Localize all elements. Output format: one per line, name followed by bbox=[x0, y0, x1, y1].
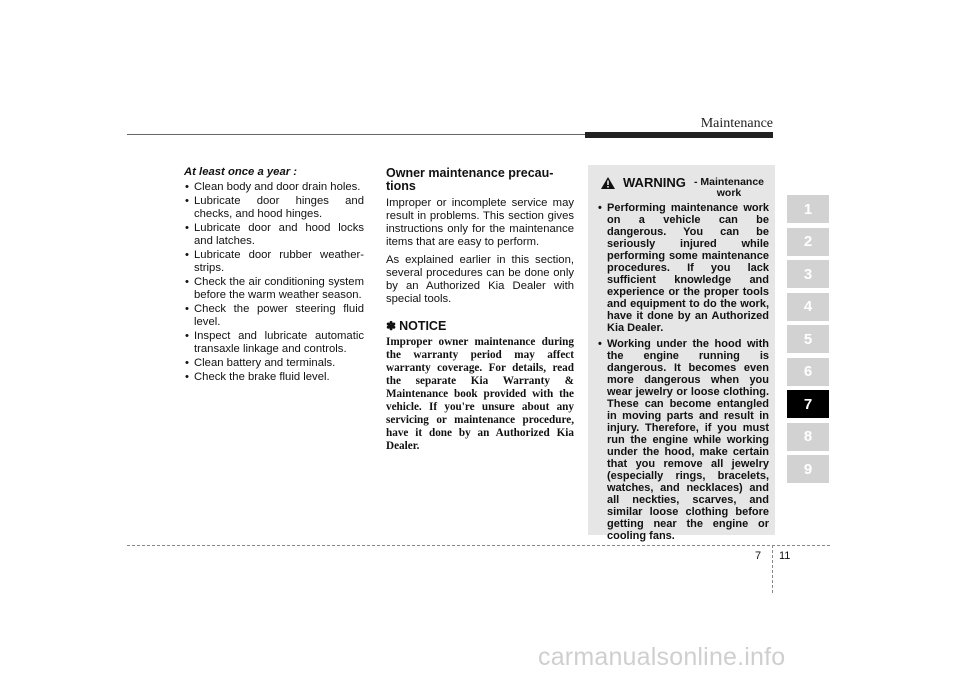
chapter-tab-5[interactable]: 5 bbox=[787, 325, 829, 353]
notice-label: NOTICE bbox=[399, 319, 447, 333]
list-item: • Lubricate door and hood locks and latches. bbox=[184, 222, 364, 248]
list-item: • Lubricate door hinges and checks, and hood hinges. bbox=[184, 195, 364, 221]
notice-text: Improper owner maintenance during the warranty period may affect warranty coverage. For details, read the separate Kia Warranty & Maintenance book provided with the vehicle. If you're unsure about any servicing or maintenance procedure, have it done by an Authorized Kia Dealer. bbox=[386, 336, 574, 452]
notice-heading bbox=[386, 320, 574, 333]
section-title: Maintenance bbox=[700, 116, 773, 131]
annual-checklist bbox=[184, 181, 364, 384]
list-item: • Clean battery and terminals. bbox=[184, 357, 364, 370]
chapter-tab-6[interactable]: 6 bbox=[787, 358, 829, 386]
chapter-tab-8[interactable]: 8 bbox=[787, 423, 829, 451]
list-item: • Check the power steering fluid level. bbox=[184, 303, 364, 329]
page-chapter-number: 7 bbox=[755, 550, 762, 562]
footer-divider bbox=[772, 545, 773, 593]
paragraph: As explained earlier in this section, several procedures can be done only by an Authorized Kia Dealer with special tools. bbox=[386, 254, 574, 305]
chapter-tab-4[interactable]: 4 bbox=[787, 293, 829, 321]
annual-subheading: At least once a year : bbox=[184, 166, 298, 178]
precautions-heading: Owner maintenance precau-tions bbox=[386, 166, 554, 193]
list-item: • Performing maintenance work on a vehicle can be dangerous. You can be seriously injured while performing some maintenance procedures. If you lack sufficient knowledge and experience or the proper tools and equipment to do the work, have it done by an Authorized Kia Dealer. bbox=[597, 202, 769, 334]
footer-rule bbox=[127, 545, 830, 546]
warning-title: WARNING bbox=[623, 175, 686, 190]
warning-subtitle: - Maintenance work bbox=[694, 176, 765, 199]
middle-column bbox=[386, 167, 574, 453]
list-item: • Lubricate door rubber weather-strips. bbox=[184, 249, 364, 275]
paragraph: Improper or incomplete service may result in problems. This section gives instructions only for the maintenance items that are easy to perform. bbox=[386, 197, 574, 248]
warning-list bbox=[597, 202, 769, 542]
list-item: • Inspect and lubricate automatic transaxle linkage and controls. bbox=[184, 330, 364, 356]
watermark: carmanualsonline.info bbox=[538, 643, 786, 671]
warning-box bbox=[588, 165, 775, 542]
list-item: • Working under the hood with the engine running is dangerous. It becomes even more dangerous when you wear jewelry or loose clothing. These can become entangled in moving parts and result in injury. Therefore, if you must run the engine while working under the hood, make certain that you remove all jewelry (especially rings, bracelets, watches, and necklaces) and all neckties, scarves, and similar loose clothing before getting near the engine or cooling fans. bbox=[597, 338, 769, 542]
asterisk-icon: ✽ bbox=[386, 319, 397, 333]
list-item: • Check the brake fluid level. bbox=[184, 371, 364, 384]
chapter-tab-1[interactable]: 1 bbox=[787, 195, 829, 223]
left-column bbox=[184, 166, 364, 385]
chapter-tab-7[interactable]: 7 bbox=[787, 390, 829, 418]
warning-triangle-icon bbox=[601, 177, 615, 189]
chapter-tab-3[interactable]: 3 bbox=[787, 260, 829, 288]
header-bar bbox=[585, 132, 773, 138]
chapter-tab-9[interactable]: 9 bbox=[787, 455, 829, 483]
list-item: • Check the air conditioning system before the warm weather season. bbox=[184, 276, 364, 302]
page-number: 11 bbox=[779, 550, 791, 562]
chapter-tab-2[interactable]: 2 bbox=[787, 228, 829, 256]
list-item: • Clean body and door drain holes. bbox=[184, 181, 364, 194]
warning-header bbox=[597, 174, 769, 202]
